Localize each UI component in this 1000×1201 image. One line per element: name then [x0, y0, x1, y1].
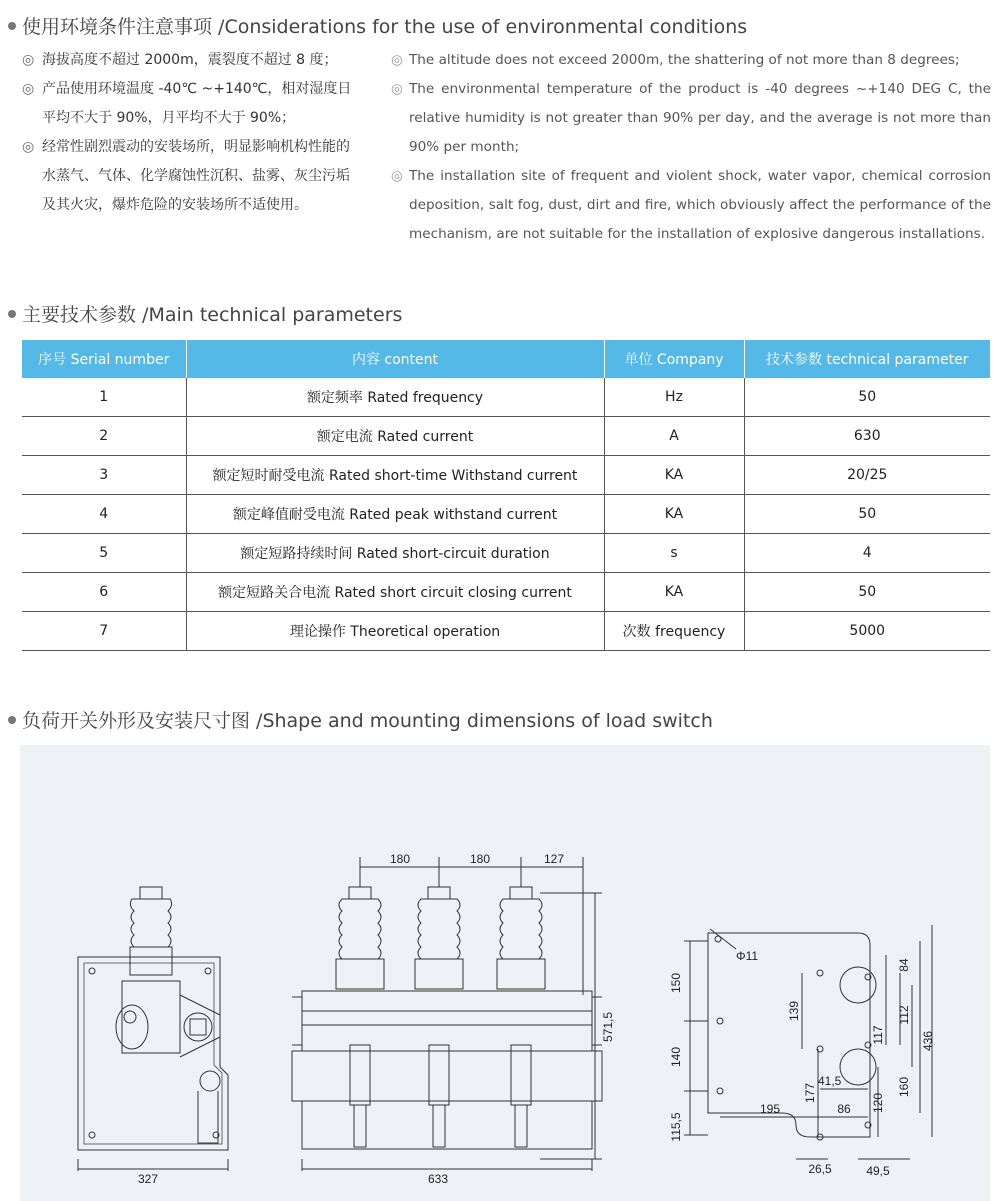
insulator-1 — [336, 887, 384, 1147]
dim-86: 86 — [837, 1102, 851, 1116]
dim-side-width: 327 — [137, 1172, 159, 1186]
circle-bullet-icon: ◎ — [391, 168, 403, 184]
dim-hole-diameter: Φ11 — [736, 949, 759, 963]
dim-41-5: 41,5 — [818, 1074, 842, 1088]
cell-unit: KA — [604, 456, 744, 495]
front-view — [292, 857, 602, 1171]
environment-list-english — [391, 46, 991, 249]
mounting-plate-view — [684, 925, 932, 1159]
dim-117: 117 — [871, 1025, 885, 1045]
dim-pitch-1: 180 — [389, 852, 411, 866]
table-row — [22, 612, 990, 651]
section-heading-dimensions: 负荷开关外形及安装尺寸图 /Shape and mounting dimensions of load switch — [8, 706, 713, 733]
column-header-serial: 序号 Serial number — [22, 340, 186, 378]
cell-content: 额定短路关合电流 Rated short circuit closing current — [186, 573, 604, 612]
cell-content: 额定短时耐受电流 Rated short-time Withstand current — [186, 456, 604, 495]
dimension-drawing-panel — [20, 745, 990, 1201]
cell-value: 630 — [744, 417, 990, 456]
bullet-dot-icon — [8, 22, 16, 30]
cell-content: 额定短路持续时间 Rated short-circuit duration — [186, 534, 604, 573]
column-header-content: 内容 content — [186, 340, 604, 378]
list-item: ◎ The altitude does not exceed 2000m, the shattering of not more than 8 degrees; — [391, 46, 991, 75]
circle-bullet-icon: ◎ — [22, 52, 35, 68]
dim-195: 195 — [759, 1102, 781, 1116]
side-view — [78, 887, 228, 1171]
dim-150: 150 — [669, 972, 683, 994]
table-row — [22, 573, 990, 612]
cell-serial: 4 — [22, 495, 186, 534]
cell-content: 额定电流 Rated current — [186, 417, 604, 456]
dim-26-5: 26,5 — [808, 1162, 832, 1176]
dim-pitch-3: 127 — [543, 852, 565, 866]
dim-84: 84 — [897, 958, 911, 972]
cell-unit: 次数 frequency — [604, 612, 744, 651]
table-row — [22, 534, 990, 573]
cell-serial: 5 — [22, 534, 186, 573]
bullet-dot-icon — [8, 310, 16, 318]
section-heading-parameters: 主要技术参数 /Main technical parameters — [8, 300, 402, 327]
cell-content: 理论操作 Theoretical operation — [186, 612, 604, 651]
cell-serial: 2 — [22, 417, 186, 456]
cell-unit: Hz — [604, 378, 744, 417]
cell-content: 额定频率 Rated frequency — [186, 378, 604, 417]
dim-177: 177 — [803, 1082, 817, 1104]
cell-value: 4 — [744, 534, 990, 573]
cell-unit: A — [604, 417, 744, 456]
dim-49-5: 49,5 — [866, 1164, 890, 1178]
section-heading-environment: 使用环境条件注意事项 /Considerations for the use of environmental conditions — [8, 12, 747, 39]
cell-value: 50 — [744, 378, 990, 417]
list-item: ◎ 产品使用环境温度 -40℃ ~+140℃，相对湿度日平均不大于 90%，月平均不大于 90%； — [22, 75, 362, 133]
table-row — [22, 495, 990, 534]
table-row — [22, 417, 990, 456]
cell-value: 20/25 — [744, 456, 990, 495]
cell-serial: 7 — [22, 612, 186, 651]
list-item: ◎ The installation site of frequent and violent shock, water vapor, chemical corrosion deposition, salt fog, dust, dirt and fire, which obviously affect the performance of the mechanism, are not suitable for the installation of explosive dangerous installations. — [391, 162, 991, 249]
cell-value: 50 — [744, 573, 990, 612]
cell-value: 5000 — [744, 612, 990, 651]
load-switch-drawing — [20, 745, 990, 1201]
circle-bullet-icon: ◎ — [22, 139, 35, 155]
cell-unit: KA — [604, 573, 744, 612]
insulator-2 — [415, 887, 463, 1147]
dim-front-width: 633 — [427, 1172, 449, 1186]
dim-height: 571,5 — [601, 1011, 615, 1043]
cell-serial: 3 — [22, 456, 186, 495]
circle-bullet-icon: ◎ — [391, 81, 403, 97]
cell-value: 50 — [744, 495, 990, 534]
insulator-3 — [497, 887, 545, 1147]
dim-436: 436 — [921, 1030, 935, 1052]
column-header-parameter: 技术参数 technical parameter — [744, 340, 990, 378]
dim-112: 112 — [897, 1005, 911, 1025]
dim-139: 139 — [787, 1000, 801, 1022]
list-item: ◎ The environmental temperature of the product is -40 degrees ~+140 DEG C, the relative humidity is not greater than 90% per day, and the average is not more than 90% per month; — [391, 75, 991, 162]
circle-bullet-icon: ◎ — [22, 81, 35, 97]
cell-serial: 1 — [22, 378, 186, 417]
bullet-dot-icon — [8, 716, 16, 724]
list-item: ◎ 经常性剧烈震动的安装场所，明显影响机构性能的水蒸气、气体、化学腐蚀性沉积、盐雾、灰尘污垢及其火灾，爆炸危险的安装场所不适使用。 — [22, 133, 362, 220]
dim-160: 160 — [897, 1076, 911, 1098]
list-item: ◎ 海拔高度不超过 2000m，震裂度不超过 8 度； — [22, 46, 362, 75]
table-header-row — [22, 340, 990, 378]
table-row — [22, 456, 990, 495]
technical-parameters-table — [22, 340, 990, 651]
circle-bullet-icon: ◎ — [391, 52, 403, 68]
table-row — [22, 378, 990, 417]
dim-140: 140 — [669, 1046, 683, 1068]
cell-unit: s — [604, 534, 744, 573]
dim-pitch-2: 180 — [469, 852, 491, 866]
dim-115: 115,5 — [669, 1112, 683, 1142]
cell-serial: 6 — [22, 573, 186, 612]
environment-list-chinese — [22, 46, 362, 220]
column-header-unit: 单位 Company — [604, 340, 744, 378]
dim-120: 120 — [871, 1092, 885, 1114]
cell-content: 额定峰值耐受电流 Rated peak withstand current — [186, 495, 604, 534]
cell-unit: KA — [604, 495, 744, 534]
